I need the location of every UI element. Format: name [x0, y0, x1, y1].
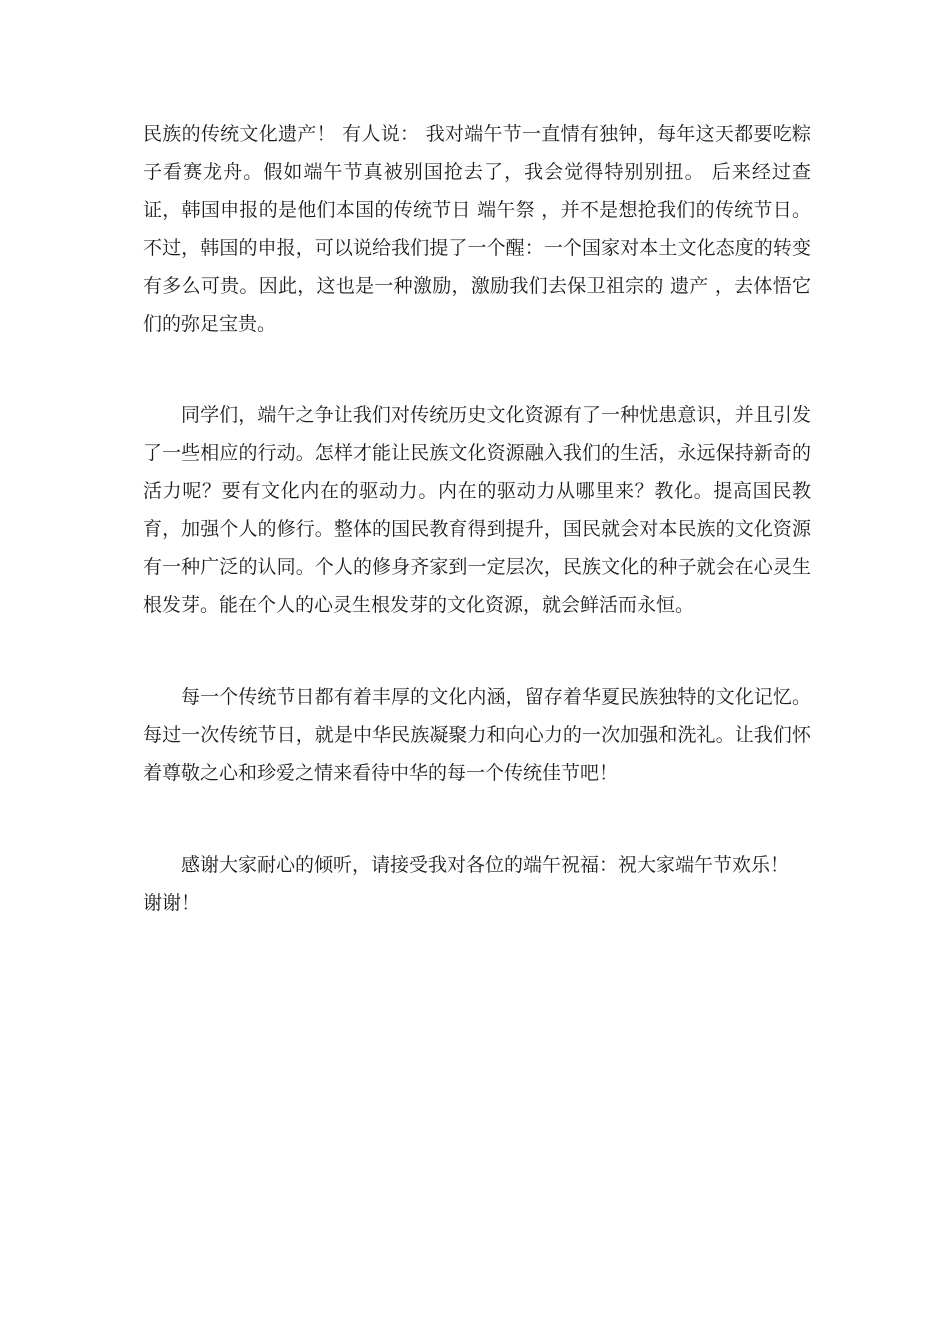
- paragraph-heritage: 民族的传统文化遗产！ 有人说： 我对端午节一直情有独钟，每年这天都要吃粽子看赛龙舟。假如端午节真被别国抢去了，我会觉得特别别扭。 后来经过查证，韩国申报的是他们本国的传统节日 端午祭 ，并不是想抢我们的传统节日。不过，韩国的申报，可以说给我们提了一个醒：一个国家对本土文化态度的转变有多么可贵。因此，这也是一种激励，激励我们去保卫祖宗的 遗产 ，去体悟它们的弥足宝贵。: [143, 123, 811, 335]
- paragraph-festivals: 每一个传统节日都有着丰厚的文化内涵，留存着华夏民族独特的文化记忆。每过一次传统节日，就是中华民族凝聚力和向心力的一次加强和洗礼。让我们怀着尊敬之心和珍爱之情来看待中华的每一个传统佳节吧！: [143, 686, 811, 784]
- paragraph-closing: 谢谢！: [143, 892, 201, 914]
- document-body: [143, 115, 811, 922]
- paragraph-thanks: 感谢大家耐心的倾听，请接受我对各位的端午祝福：祝大家端午节欢乐！: [181, 854, 790, 876]
- paragraph-education: 同学们，端午之争让我们对传统历史文化资源有了一种忧患意识，并且引发了一些相应的行动。怎样才能让民族文化资源融入我们的生活，永远保持新奇的活力呢？要有文化内在的驱动力。内在的驱动力从哪里来？教化。提高国民教育，加强个人的修行。整体的国民教育得到提升，国民就会对本民族的文化资源有一种广泛的认同。个人的修身齐家到一定层次，民族文化的种子就会在心灵生根发芽。能在个人的心灵生根发芽的文化资源，就会鲜活而永恒。: [143, 404, 811, 616]
